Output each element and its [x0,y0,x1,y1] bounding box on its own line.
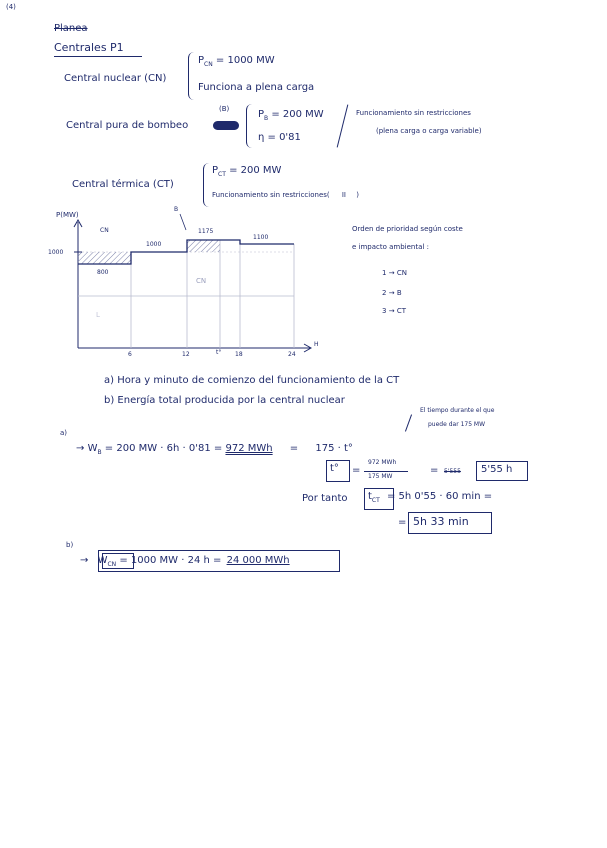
crossed-word: Planea [54,23,88,34]
annotation-line-2: puede dar 175 MW [428,421,486,428]
graph-x-tick-18: 18 [235,351,243,358]
t-equals: = [352,465,361,476]
arrow-right-icon: → [76,443,85,454]
cn-power-value: = 1000 MW [215,55,275,66]
priority-item-name: CN [396,269,407,277]
priority-line-1: Orden de prioridad según coste [352,225,463,233]
final-equals: = [398,517,407,528]
solution-b-label: b) [66,541,74,549]
ct-note-text: Funcionamiento sin restricciones( [212,191,330,199]
arrow-right-icon: → [388,307,395,315]
bombeo-efficiency: η = 0'81 [258,132,301,143]
priority-item-name: CT [396,307,406,315]
arrow-right-icon: → [388,289,395,297]
bombeo-label: Central pura de bombeo [66,120,189,131]
hatch-pumping-night [78,252,131,264]
graph-x-tick-t: t° [216,349,222,356]
graph-x-tick-24: 24 [288,351,296,358]
hatch-b-generation [187,240,220,252]
priority-item-3 [382,308,406,315]
ct-power-sub: CT [218,171,226,178]
t-label: t° [330,463,339,474]
priority-item-num: 1 [382,269,387,277]
energy-equals: = [289,443,299,454]
solution-a-line-1 [76,444,353,456]
priority-item-num: 3 [382,307,387,315]
fraction-numerator: 972 MWh [368,459,397,466]
t-scratch: 5'555 [444,468,461,475]
bombeo-abbr: (B) [219,105,230,113]
graph-x-tick-6: 6 [128,351,132,358]
t-result: 5'55 h [481,464,513,475]
wcn-symbol: W [97,555,108,566]
energy-expression: = 200 MW · 6h · 0'81 = [104,443,223,454]
annotation-line-1: El tiempo durante el que [420,407,495,414]
energy-sub: B [97,449,102,456]
graph-y-tick: 1000 [48,249,64,256]
energy-rhs: 175 · t° [315,443,353,454]
tct-sub: CT [371,497,380,504]
wcn-inner-box [102,553,134,569]
priority-item-2 [382,290,402,297]
graph-x-tick-12: 12 [182,351,190,358]
cn-power-sub: CN [204,61,213,68]
ct-power-value: = 200 MW [229,165,282,176]
priority-item-1 [382,270,407,277]
page-title: Centrales P1 [54,41,124,54]
therefore-label: Por tanto [302,493,348,504]
wcn-result: 24 000 MWh [226,555,290,566]
solution-a-label: a) [60,429,68,437]
cn-note: Funciona a plena carga [198,82,315,93]
bombeo-note-1: Funcionamiento sin restricciones [356,109,471,117]
cn-power-symbol: P [198,55,205,66]
wcn-expression: = 1000 MW · 24 h = [119,555,222,566]
graph-label-1175: 1175 [198,228,214,235]
tct-line [368,492,492,504]
bombeo-power-symbol: P [258,109,265,120]
cn-label: Central nuclear (CN) [64,73,167,84]
arrow-right-icon: → [388,269,395,277]
graph-y-label: P(MW) [56,211,79,219]
arrow-right-icon: → [80,555,89,566]
tct-expression: = 5h 0'55 · 60 min = [386,491,493,502]
graph-label-1000: 1000 [146,241,162,248]
energy-value: 972 MWh [225,443,273,454]
priority-item-name: B [396,289,402,297]
graph-label-faint: L [96,311,100,319]
ct-label: Central térmica (CT) [72,179,174,190]
energy-symbol: W [87,443,98,454]
b-pointer [180,214,186,230]
page-number: (4) [6,3,16,11]
bombeo-note-2: (plena carga o carga variable) [376,127,482,135]
priority-item-num: 2 [382,289,387,297]
question-a: a) Hora y minuto de comienzo del funcionamiento de la CT [104,375,400,386]
graph-label-b-top: B [174,206,179,213]
ct-note-close: ) [356,191,359,199]
graph-label-cn-top: CN [100,227,109,234]
bombeo-power-value: = 200 MW [271,109,324,120]
graph-x-label: H [314,341,319,348]
fraction-denominator: 175 MW [368,473,393,480]
bombeo-power-sub: B [264,115,269,122]
t-result-equals: = [430,465,439,476]
priority-line-2: e impacto ambiental : [352,243,429,251]
tct-symbol: t [368,491,372,502]
ct-power-symbol: P [212,165,219,176]
wcn-sub: CN [107,561,117,568]
graph-label-800: 800 [97,269,109,276]
ct-note-ditto: II [341,191,346,199]
fraction-bar [364,471,408,472]
final-result: 5h 33 min [413,515,469,528]
graph-label-cn-mid: CN [196,277,207,285]
question-b: b) Energía total producida por la central nuclear [104,395,345,406]
graph-label-1100: 1100 [253,234,269,241]
